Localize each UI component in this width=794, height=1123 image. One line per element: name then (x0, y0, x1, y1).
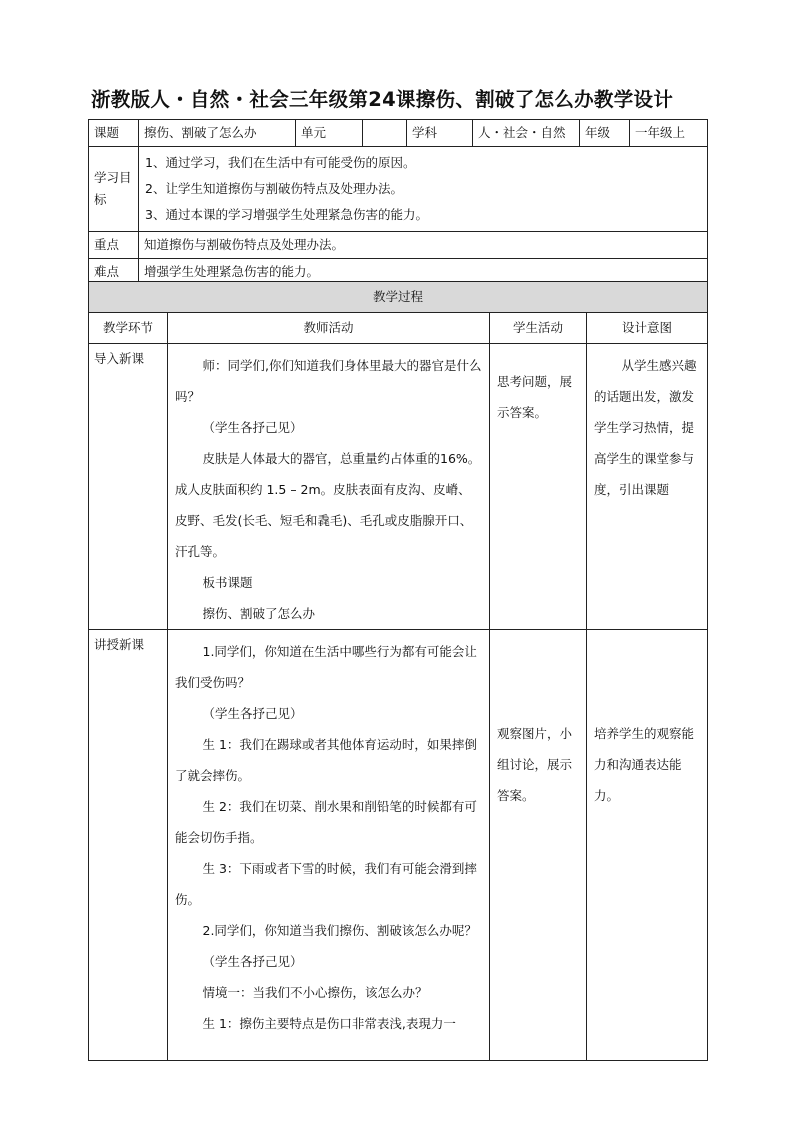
teacher-activity-cell (168, 344, 490, 630)
student-activity-cell: 观察图片，小组讨论，展示答案。 (490, 630, 587, 1061)
goals-list (139, 147, 708, 232)
teacher-paragraph: 擦伤、割破了怎么办 (202, 606, 316, 621)
header-stage: 教学环节 (89, 313, 168, 344)
teacher-paragraph: 师：同学们,你们知道我们身体里最大的器官是什么吗？ (175, 358, 482, 404)
teacher-paragraph: 1.同学们，你知道在生活中哪些行为都有可能会让我们受伤吗？ (175, 644, 477, 690)
design-intent-cell: 从学生感兴趣的话题出发，激发学生学习热情，提高学生的课堂参与度，引出课题 (587, 344, 708, 630)
teacher-paragraph: 生 1：我们在踢球或者其他体育运动时，如果摔倒了就会摔伤。 (175, 737, 477, 783)
goal-item: 1、通过学习，我们在生活中有可能受伤的原因。 (145, 155, 416, 170)
teacher-paragraph: （学生各抒己见） (202, 420, 303, 435)
teacher-paragraph: （学生各抒己见） (202, 706, 303, 721)
difficult-value: 增强学生处理紧急伤害的能力。 (139, 259, 708, 286)
stage-cell: 讲授新课 (89, 630, 168, 1061)
key-label: 重点 (89, 232, 139, 259)
teacher-paragraph: 情境一：当我们不小心擦伤，该怎么办？ (202, 985, 428, 1000)
teaching-process-table (88, 281, 708, 1061)
teacher-paragraph: 生 3：下雨或者下雪的时候，我们有可能会滑到摔伤。 (175, 861, 477, 907)
goals-label: 学习目标 (89, 147, 139, 232)
teacher-paragraph: 板书课题 (202, 575, 253, 590)
subject-value: 人・社会・自然 (473, 120, 580, 147)
key-value: 知道擦伤与割破伤特点及处理办法。 (139, 232, 708, 259)
lesson-label: 课题 (89, 120, 139, 147)
table-row (89, 630, 708, 1061)
subject-label: 学科 (407, 120, 473, 147)
stage-cell: 导入新课 (89, 344, 168, 630)
difficult-label: 难点 (89, 259, 139, 286)
teacher-paragraph: （学生各抒己见） (202, 954, 303, 969)
teacher-paragraph: 2.同学们，你知道当我们擦伤、割破该怎么办呢？ (202, 923, 477, 938)
header-student: 学生活动 (490, 313, 587, 344)
teacher-paragraph: 生 1：擦伤主要特点是伤口非常表浅,表現力一 (202, 1016, 456, 1031)
header-intent: 设计意图 (587, 313, 708, 344)
goal-item: 3、通过本课的学习增强学生处理紧急伤害的能力。 (145, 207, 428, 222)
grade-label: 年级 (580, 120, 630, 147)
unit-value (363, 120, 407, 147)
teacher-paragraph: 生 2：我们在切菜、削水果和削铅笔的时候都有可能会切伤手指。 (175, 799, 477, 845)
student-activity-cell: 思考问题，展示答案。 (490, 344, 587, 630)
teacher-activity-cell (168, 630, 490, 1061)
lesson-info-table (88, 119, 708, 286)
page-title: 浙教版人・自然・社会三年级第24课擦伤、割破了怎么办教学设计 (91, 88, 674, 111)
unit-label: 单元 (296, 120, 363, 147)
design-intent-cell: 培养学生的观察能力和沟通表达能力。 (587, 630, 708, 1061)
grade-value: 一年级上 (630, 120, 708, 147)
goal-item: 2、让学生知道擦伤与割破伤特点及处理办法。 (145, 181, 403, 196)
teacher-paragraph: 皮肤是人体最大的器官，总重量约占体重的16%。成人皮肤面积约 1.5 – 2m。皮肤表面有皮沟、皮嵴、皮野、毛发(长毛、短毛和毳毛)、毛孔或皮脂腺开口、汗孔等。 (175, 451, 481, 559)
table-row (89, 344, 708, 630)
lesson-value: 擦伤、割破了怎么办 (139, 120, 296, 147)
header-teacher: 教师活动 (168, 313, 490, 344)
section-title: 教学过程 (89, 282, 708, 313)
